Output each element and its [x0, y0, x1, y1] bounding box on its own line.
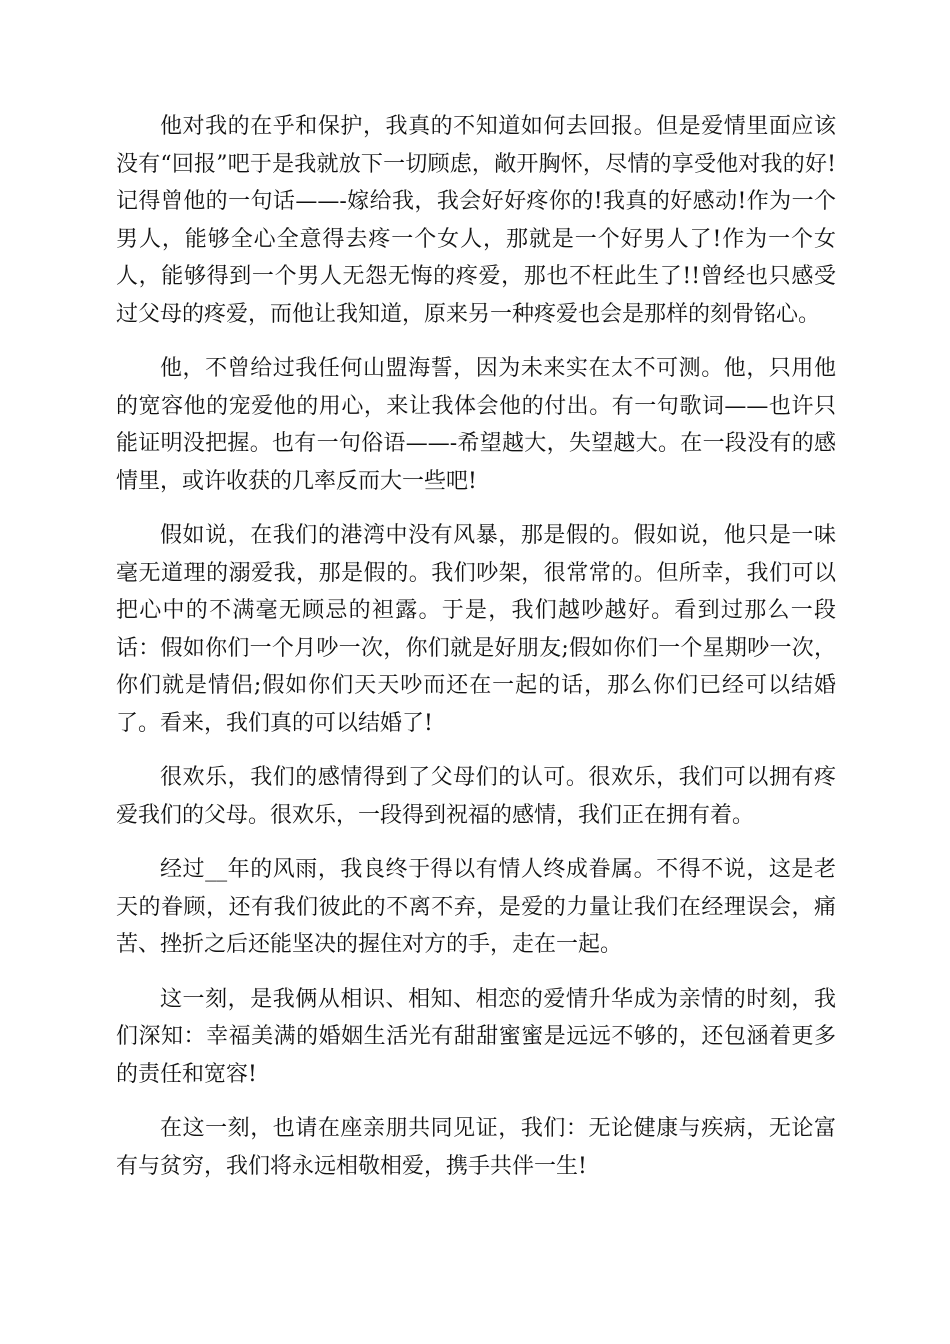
- paragraph-2: 他，不曾给过我任何山盟海誓，因为未来实在太不可测。他，只用他的宽容他的宠爱他的用心，来让我体会他的付出。有一句歌词——也许只能证明没把握。也有一句俗语——-希望越大，失望越大。在一段没有的感情里，或许收获的几率反而大一些吧!: [116, 356, 836, 494]
- paragraph-5: 经过__年的风雨，我良终于得以有情人终成眷属。不得不说，这是老天的眷顾，还有我们彼此的不离不弃，是爱的力量让我们在经理误会，痛苦、挫折之后还能坚决的握住对方的手，走在一起。: [116, 857, 836, 957]
- paragraph-3: 假如说，在我们的港湾中没有风暴，那是假的。假如说，他只是一味毫无道理的溺爱我，那是假的。我们吵架，很常常的。但所幸，我们可以把心中的不满毫无顾忌的袒露。于是，我们越吵越好。看到过那么一段话：假如你们一个月吵一次，你们就是好朋友;假如你们一个星期吵一次，你们就是情侣;假如你们天天吵而还在一起的话，那么你们已经可以结婚了。看来，我们真的可以结婚了!: [116, 523, 836, 736]
- paragraph-6: 这一刻，是我俩从相识、相知、相恋的爱情升华成为亲情的时刻，我们深知：幸福美满的婚姻生活光有甜甜蜜蜜是远远不够的，还包涵着更多的责任和宽容!: [116, 986, 836, 1087]
- paragraph-4: 很欢乐，我们的感情得到了父母们的认可。很欢乐，我们可以拥有疼爱我们的父母。很欢乐，一段得到祝福的感情，我们正在拥有着。: [116, 765, 836, 828]
- document-body: [116, 108, 836, 1202]
- paragraph-1: 他对我的在乎和保护，我真的不知道如何去回报。但是爱情里面应该没有“回报”吧于是我就放下一切顾虑，敞开胸怀，尽情的享受他对我的好!记得曾他的一句话——-嫁给我，我会好好疼你的!我真的好感动!作为一个男人，能够全心全意得去疼一个女人，那就是一个好男人了!作为一个女人，能够得到一个男人无怨无悔的疼爱，那也不枉此生了!!曾经也只感受过父母的疼爱，而他让我知道，原来另一种疼爱也会是那样的刻骨铭心。: [116, 114, 836, 327]
- paragraph-7: 在这一刻，也请在座亲朋共同见证，我们：无论健康与疾病，无论富有与贫穷，我们将永远相敬相爱，携手共伴一生!: [116, 1116, 836, 1179]
